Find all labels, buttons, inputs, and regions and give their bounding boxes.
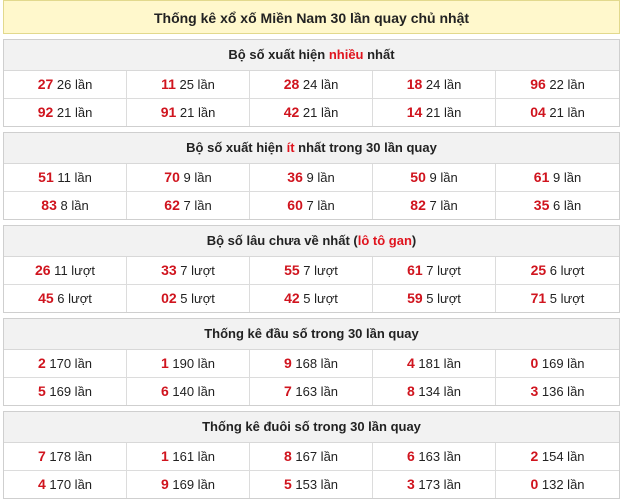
stats-grid <box>4 164 619 219</box>
stat-cell <box>127 285 250 312</box>
section-heading <box>4 412 619 443</box>
stat-cell <box>496 99 619 126</box>
stat-cell <box>496 192 619 219</box>
stat-cell <box>373 164 496 192</box>
section-head-digit <box>3 318 620 406</box>
lottery-number: 6 <box>406 448 415 464</box>
occurrence-count: 136 lần <box>538 384 585 399</box>
lottery-number: 50 <box>410 169 426 185</box>
stat-cell <box>127 71 250 99</box>
lottery-number: 1 <box>160 355 169 371</box>
stat-cell <box>496 443 619 471</box>
lottery-number: 1 <box>160 448 169 464</box>
heading-highlight: lô tô gan <box>357 233 412 248</box>
lottery-number: 26 <box>34 262 51 278</box>
lottery-number: 5 <box>37 383 46 399</box>
occurrence-count: 134 lần <box>414 384 462 399</box>
occurrence-count: 5 lượt <box>422 291 461 306</box>
occurrence-count: 169 lần <box>538 356 585 371</box>
occurrence-count: 5 lượt <box>546 291 585 306</box>
occurrence-count: 140 lần <box>168 384 216 399</box>
stat-cell <box>4 99 127 126</box>
lottery-number: 59 <box>407 290 423 306</box>
lottery-number: 28 <box>283 76 300 92</box>
lottery-number: 18 <box>406 76 423 92</box>
lottery-number: 45 <box>38 290 54 306</box>
stat-cell <box>496 285 619 312</box>
lottery-number: 7 <box>37 448 46 464</box>
occurrence-count: 26 lần <box>53 77 93 92</box>
stat-cell <box>127 471 250 498</box>
lottery-number: 9 <box>283 355 292 371</box>
lottery-number: 27 <box>37 76 54 92</box>
stat-cell <box>496 378 619 405</box>
lottery-number: 55 <box>284 262 300 278</box>
stat-cell <box>373 99 496 126</box>
occurrence-count: 5 lượt <box>299 291 338 306</box>
heading-text: Bộ số xuất hiện <box>186 140 287 155</box>
occurrence-count: 167 lần <box>291 449 339 464</box>
lottery-number: 11 <box>161 76 176 92</box>
stat-cell <box>250 257 373 285</box>
lottery-number: 5 <box>283 476 292 492</box>
section-least-frequent <box>3 132 620 220</box>
heading-highlight: nhiều <box>328 47 364 62</box>
lottery-number: 42 <box>284 290 300 306</box>
lottery-number: 83 <box>41 197 57 213</box>
lottery-number: 35 <box>533 197 550 213</box>
occurrence-count: 6 lượt <box>53 291 92 306</box>
heading-text: Thống kê đầu số trong 30 lần quay <box>204 326 419 341</box>
occurrence-count: 168 lần <box>291 356 339 371</box>
occurrence-count: 161 lần <box>168 449 216 464</box>
lottery-number: 6 <box>160 383 169 399</box>
occurrence-count: 21 lần <box>422 105 462 120</box>
section-heading <box>4 40 619 71</box>
lottery-number: 62 <box>164 197 180 213</box>
stat-cell <box>250 99 373 126</box>
stat-cell <box>4 443 127 471</box>
lottery-number: 4 <box>37 476 46 492</box>
occurrence-count: 169 lần <box>45 384 93 399</box>
lottery-number: 70 <box>164 169 180 185</box>
occurrence-count: 190 lần <box>168 356 216 371</box>
stat-cell <box>496 350 619 378</box>
stat-cell <box>250 71 373 99</box>
occurrence-count: 154 lần <box>538 449 585 464</box>
occurrence-count: 9 lần <box>549 170 582 185</box>
stat-cell <box>496 164 619 192</box>
stat-cell <box>373 471 496 498</box>
stat-cell <box>4 285 127 312</box>
occurrence-count: 9 lần <box>179 170 212 185</box>
section-heading <box>4 319 619 350</box>
stat-cell <box>373 378 496 405</box>
occurrence-count: 9 lần <box>425 170 458 185</box>
stat-cell <box>373 443 496 471</box>
stat-cell <box>373 350 496 378</box>
lottery-number: 9 <box>160 476 169 492</box>
stat-cell <box>250 443 373 471</box>
lottery-number: 2 <box>37 355 46 371</box>
stat-cell <box>4 164 127 192</box>
occurrence-count: 25 lần <box>175 77 215 92</box>
occurrence-count: 170 lần <box>45 356 93 371</box>
lottery-number: 2 <box>530 448 539 464</box>
occurrence-count: 7 lần <box>302 198 335 213</box>
stat-cell <box>127 257 250 285</box>
lottery-number: 4 <box>406 355 415 371</box>
lottery-number: 51 <box>38 169 54 185</box>
stat-cell <box>127 164 250 192</box>
heading-highlight: ít <box>286 140 295 155</box>
stat-cell <box>250 285 373 312</box>
occurrence-count: 11 lượt <box>50 263 96 278</box>
occurrence-count: 21 lần <box>545 105 585 120</box>
lottery-number: 92 <box>37 104 54 120</box>
occurrence-count: 21 lần <box>299 105 339 120</box>
lottery-number: 42 <box>283 104 300 120</box>
occurrence-count: 7 lượt <box>422 263 461 278</box>
lottery-number: 0 <box>530 355 539 371</box>
occurrence-count: 170 lần <box>45 477 93 492</box>
lottery-number: 61 <box>407 262 423 278</box>
lottery-number: 91 <box>160 104 177 120</box>
section-most-frequent <box>3 39 620 127</box>
heading-text-suffix: nhất <box>363 47 395 62</box>
occurrence-count: 153 lần <box>291 477 339 492</box>
stat-cell <box>250 378 373 405</box>
heading-text: Thống kê đuôi số trong 30 lần quay <box>202 419 421 434</box>
occurrence-count: 24 lần <box>422 77 462 92</box>
lottery-number: 96 <box>530 76 546 92</box>
occurrence-count: 5 lượt <box>176 291 215 306</box>
stat-cell <box>4 350 127 378</box>
occurrence-count: 6 lượt <box>546 263 585 278</box>
section-tail-digit <box>3 411 620 499</box>
occurrence-count: 7 lượt <box>299 263 338 278</box>
occurrence-count: 6 lần <box>549 198 582 213</box>
occurrence-count: 21 lần <box>176 105 216 120</box>
section-heading <box>4 133 619 164</box>
occurrence-count: 178 lần <box>45 449 93 464</box>
lottery-number: 02 <box>161 290 177 306</box>
stat-cell <box>4 192 127 219</box>
lottery-number: 61 <box>533 169 550 185</box>
heading-text-suffix: nhất trong 30 lần quay <box>294 140 437 155</box>
lottery-number: 60 <box>287 197 303 213</box>
section-longest-absent <box>3 225 620 313</box>
occurrence-count: 11 lần <box>53 170 92 185</box>
section-heading <box>4 226 619 257</box>
stat-cell <box>4 71 127 99</box>
occurrence-count: 7 lượt <box>176 263 215 278</box>
stat-cell <box>127 378 250 405</box>
lottery-number: 14 <box>406 104 423 120</box>
heading-text-suffix: ) <box>411 233 417 248</box>
stat-cell <box>373 192 496 219</box>
occurrence-count: 181 lần <box>414 356 462 371</box>
occurrence-count: 169 lần <box>168 477 216 492</box>
occurrence-count: 9 lần <box>302 170 335 185</box>
occurrence-count: 7 lần <box>425 198 458 213</box>
stat-cell <box>373 285 496 312</box>
occurrence-count: 24 lần <box>299 77 339 92</box>
occurrence-count: 163 lần <box>414 449 462 464</box>
occurrence-count: 173 lần <box>414 477 462 492</box>
occurrence-count: 7 lần <box>179 198 212 213</box>
stat-cell <box>127 192 250 219</box>
stat-cell <box>250 471 373 498</box>
stat-cell <box>250 192 373 219</box>
heading-text: Bộ số xuất hiện <box>228 47 329 62</box>
stat-cell <box>250 164 373 192</box>
stat-cell <box>4 257 127 285</box>
lottery-number: 0 <box>530 476 539 492</box>
occurrence-count: 132 lần <box>538 477 585 492</box>
sections-container <box>0 39 623 499</box>
stats-grid <box>4 71 619 126</box>
stat-cell <box>127 99 250 126</box>
lottery-number: 33 <box>161 262 177 278</box>
page-title: Thống kê xổ xố Miền Nam 30 lần quay chủ nhật <box>3 0 620 34</box>
stats-grid <box>4 257 619 312</box>
occurrence-count: 163 lần <box>291 384 339 399</box>
heading-text: Bộ số lâu chưa về nhất ( <box>206 233 358 248</box>
lottery-number: 8 <box>406 383 415 399</box>
stat-cell <box>127 350 250 378</box>
stat-cell <box>496 471 619 498</box>
occurrence-count: 22 lần <box>545 77 585 92</box>
lottery-number: 3 <box>530 383 539 399</box>
lottery-number: 71 <box>530 290 547 306</box>
lottery-number: 25 <box>530 262 547 278</box>
stat-cell <box>127 443 250 471</box>
stat-cell <box>4 471 127 498</box>
stats-grid <box>4 350 619 405</box>
stat-cell <box>496 257 619 285</box>
lottery-number: 82 <box>410 197 426 213</box>
lottery-number: 8 <box>283 448 292 464</box>
stat-cell <box>4 378 127 405</box>
stat-cell <box>250 350 373 378</box>
stat-cell <box>373 71 496 99</box>
lottery-number: 7 <box>283 383 292 399</box>
lottery-number: 3 <box>406 476 415 492</box>
stat-cell <box>373 257 496 285</box>
lottery-number: 36 <box>287 169 303 185</box>
occurrence-count: 8 lần <box>56 198 89 213</box>
lottery-number: 04 <box>530 104 546 120</box>
stat-cell <box>496 71 619 99</box>
occurrence-count: 21 lần <box>53 105 93 120</box>
